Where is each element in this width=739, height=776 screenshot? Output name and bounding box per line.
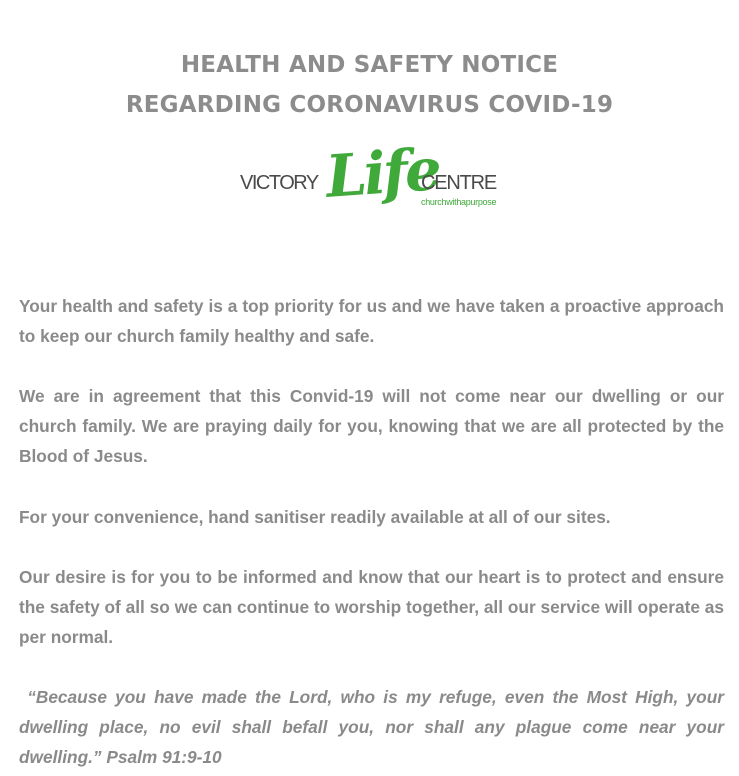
paragraph-sanitiser: For your convenience, hand sanitiser readily available at all of our sites. (19, 507, 611, 527)
logo-word-victory: VICTORY (240, 172, 318, 194)
paragraph-priority: Your health and safety is a top priority for us and we have taken a proactive approach to keep our church family healthy and safe. (19, 296, 724, 346)
notice-title (0, 45, 739, 125)
paragraph-agreement: We are in agreement that this Convid-19 will not come near our dwelling or our church family. We are praying daily for you, knowing that we are all protected by the Blood of Jesus. (19, 386, 724, 466)
victory-life-centre-logo (240, 135, 502, 219)
notice-title-line-1: HEALTH AND SAFETY NOTICE (180, 52, 559, 78)
logo-word-centre: CENTRE (421, 172, 497, 194)
logo-tagline: churchwithapurpose (421, 197, 497, 207)
notice-title-line-2: REGARDING CORONAVIRUS COVID-19 (125, 92, 614, 118)
logo-word-life: Life (323, 135, 441, 211)
scripture-quote: “Because you have made the Lord, who is my refuge, even the Most High, your dwelling place, no evil shall befall you, nor shall any plague come near your dwelling.” Psalm 91:9-10 (19, 687, 724, 767)
paragraph-desire: Our desire is for you to be informed and know that our heart is to protect and ensure the safety of all so we can continue to worship together, all our service will operate as per normal. (19, 567, 724, 647)
